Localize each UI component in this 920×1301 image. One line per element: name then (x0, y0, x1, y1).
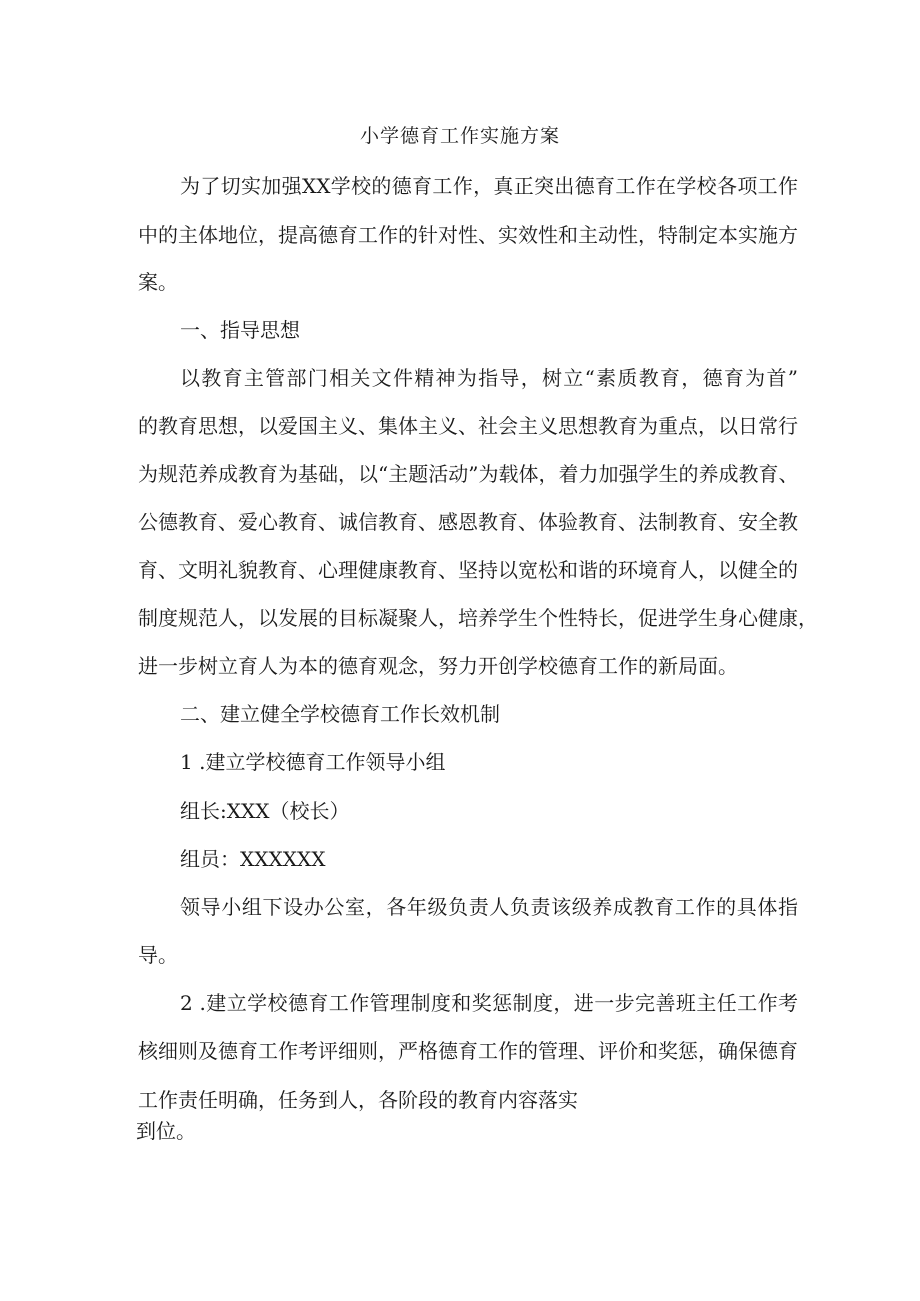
paragraph-line: 制度规范人，以发展的目标凝聚人，培养学生个性特长，促进学生身心健康， (138, 606, 818, 630)
paragraph-line: 中的主体地位，提高德育工作的针对性、实效性和主动性，特制定本实施方 (138, 223, 798, 247)
paragraph-line: 为规范养成教育为基础，以“主题活动”为载体，着力加强学生的养成教育、 (138, 462, 799, 486)
paragraph-line: 以教育主管部门相关文件精神为指导，树立“素质教育，德育为首” (180, 366, 798, 390)
paragraph-line: 公德教育、爱心教育、诚信教育、感恩教育、体验教育、法制教育、安全教 (138, 510, 798, 534)
paragraph-line: 2 .建立学校德育工作管理制度和奖惩制度，进一步完善班主任工作考 (180, 991, 798, 1015)
paragraph-line: 育、文明礼貌教育、心理健康教育、坚持以宽松和谐的环境育人，以健全的 (138, 558, 798, 582)
subsection-heading: 1 .建立学校德育工作领导小组 (180, 750, 446, 774)
paragraph-line: 核细则及德育工作考评细则，严格德育工作的管理、评价和奖惩，确保德育 (138, 1039, 798, 1063)
paragraph-line: 案。 (138, 270, 178, 294)
paragraph-line: 为了切实加强XX学校的德育工作，真正突出德育工作在学校各项工作 (180, 174, 798, 198)
paragraph-line: 进一步树立育人为本的德育观念，努力开创学校德育工作的新局面。 (138, 654, 738, 678)
paragraph-line: 领导小组下设办公室，各年级负责人负责该级养成教育工作的具体指 (180, 895, 798, 919)
section-heading: 二、建立健全学校德育工作长效机制 (180, 702, 500, 726)
leader-line: 组长:XXX（校长） (180, 799, 350, 823)
members-line: 组员：XXXXXX (180, 847, 326, 871)
section-heading: 一、指导思想 (180, 318, 300, 342)
paragraph-line: 到位。 (136, 1119, 196, 1143)
document-title: 小学德育工作实施方案 (359, 125, 560, 147)
paragraph-line: 导。 (138, 943, 178, 967)
paragraph-line: 的教育思想，以爱国主义、集体主义、社会主义思想教育为重点，以日常行 (138, 414, 798, 438)
paragraph-line: 工作责任明确，任务到人，各阶段的教育内容落实 (138, 1088, 578, 1112)
